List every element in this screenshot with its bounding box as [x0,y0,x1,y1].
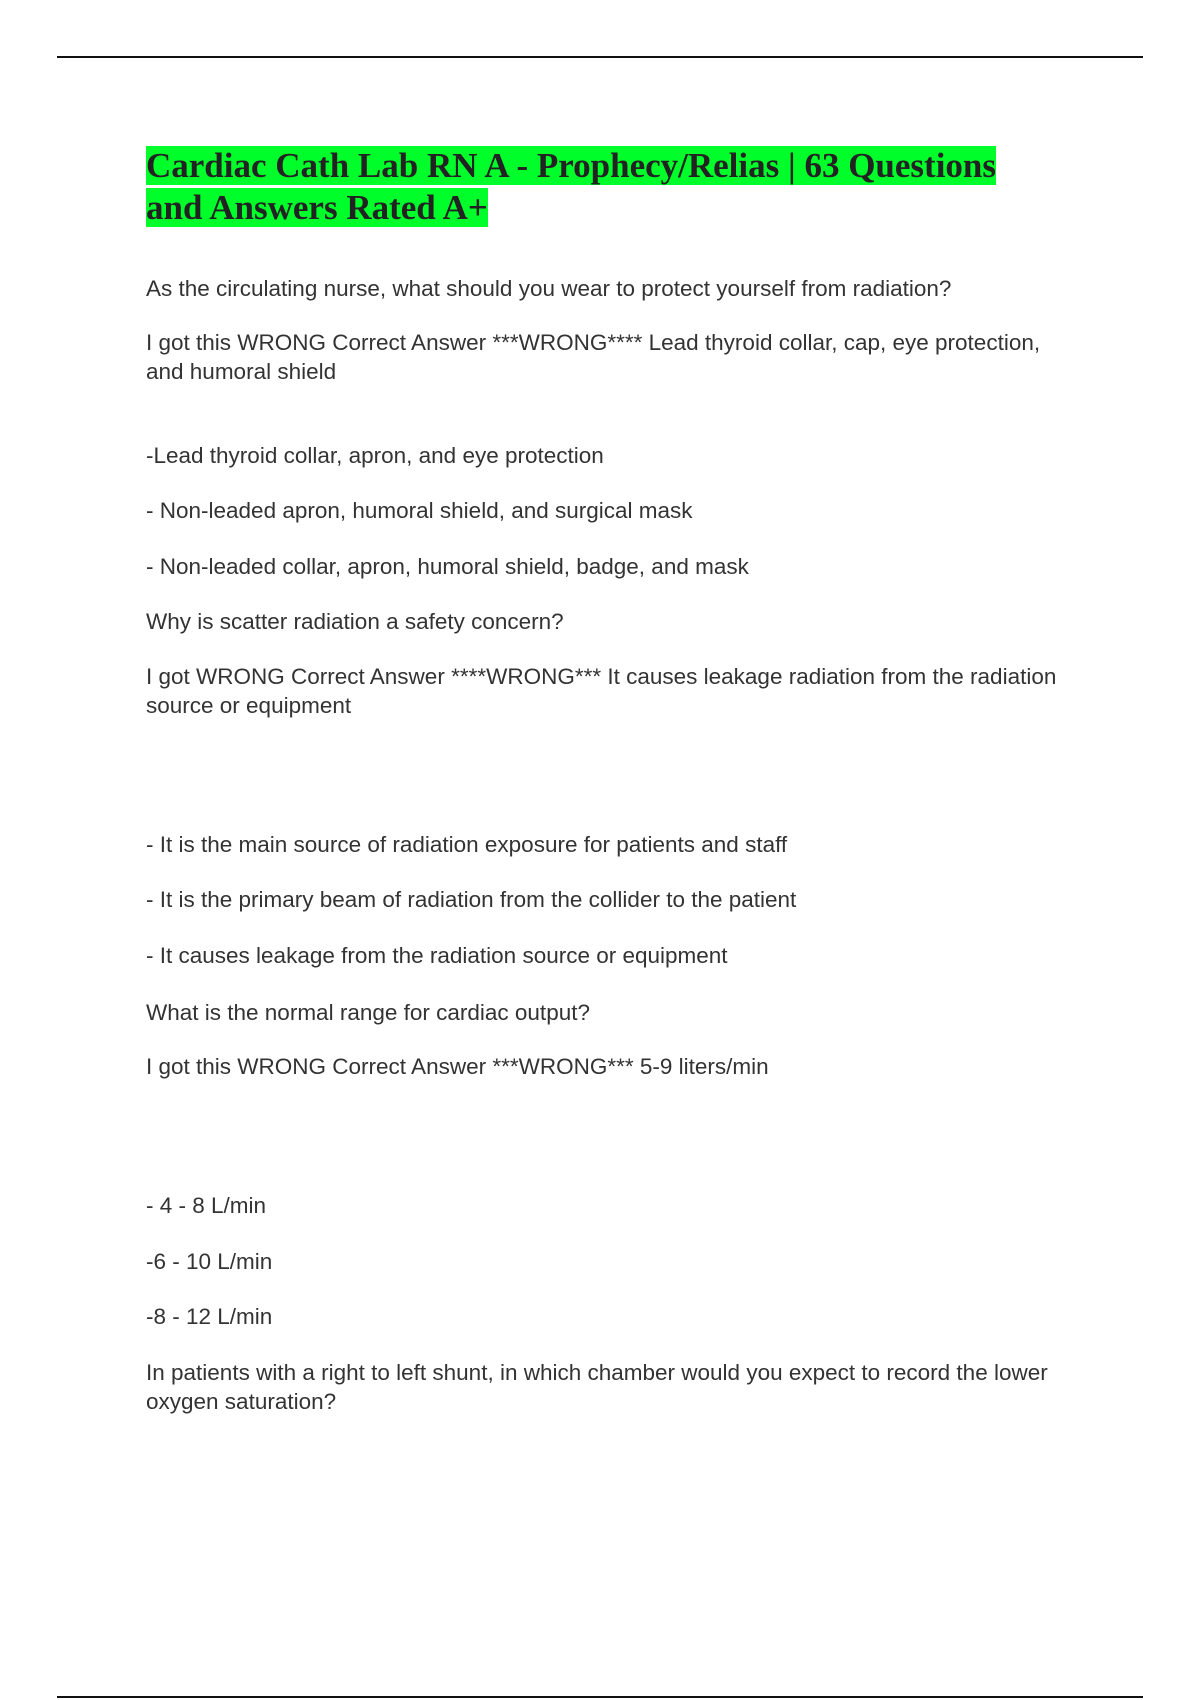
bottom-rule [57,1696,1143,1698]
document-title [146,145,1056,229]
answer-1: I got this WRONG Correct Answer ***WRONG**** Lead thyroid collar, cap, eye protection, and humoral shield [146,330,1041,384]
question-4: In patients with a right to left shunt, in which chamber would you expect to record the lower oxygen saturation? [146,1360,1048,1414]
document-title-text: Cardiac Cath Lab RN A - Prophecy/Relias | 63 Questions and Answers Rated A+ [146,146,997,227]
question-1: As the circulating nurse, what should you wear to protect yourself from radiation? [146,276,952,301]
option-2b: - It is the primary beam of radiation from the collider to the patient [146,887,797,912]
option-2c: - It causes leakage from the radiation source or equipment [146,943,728,968]
option-1c: - Non-leaded collar, apron, humoral shield, badge, and mask [146,554,749,579]
question-2: Why is scatter radiation a safety concern? [146,609,564,634]
answer-3: I got this WRONG Correct Answer ***WRONG*** 5-9 liters/min [146,1054,769,1079]
option-3c: -8 - 12 L/min [146,1304,273,1329]
question-3: What is the normal range for cardiac output? [146,1000,590,1025]
option-1a: -Lead thyroid collar, apron, and eye protection [146,443,604,468]
option-2a: - It is the main source of radiation exposure for patients and staff [146,832,788,857]
option-1b: - Non-leaded apron, humoral shield, and surgical mask [146,498,693,523]
answer-2: I got WRONG Correct Answer ****WRONG*** It causes leakage radiation from the radiation source or equipment [146,664,1057,718]
option-3b: -6 - 10 L/min [146,1249,273,1274]
document-header [146,145,1056,229]
option-3a: - 4 - 8 L/min [146,1193,267,1218]
top-rule [57,56,1143,58]
